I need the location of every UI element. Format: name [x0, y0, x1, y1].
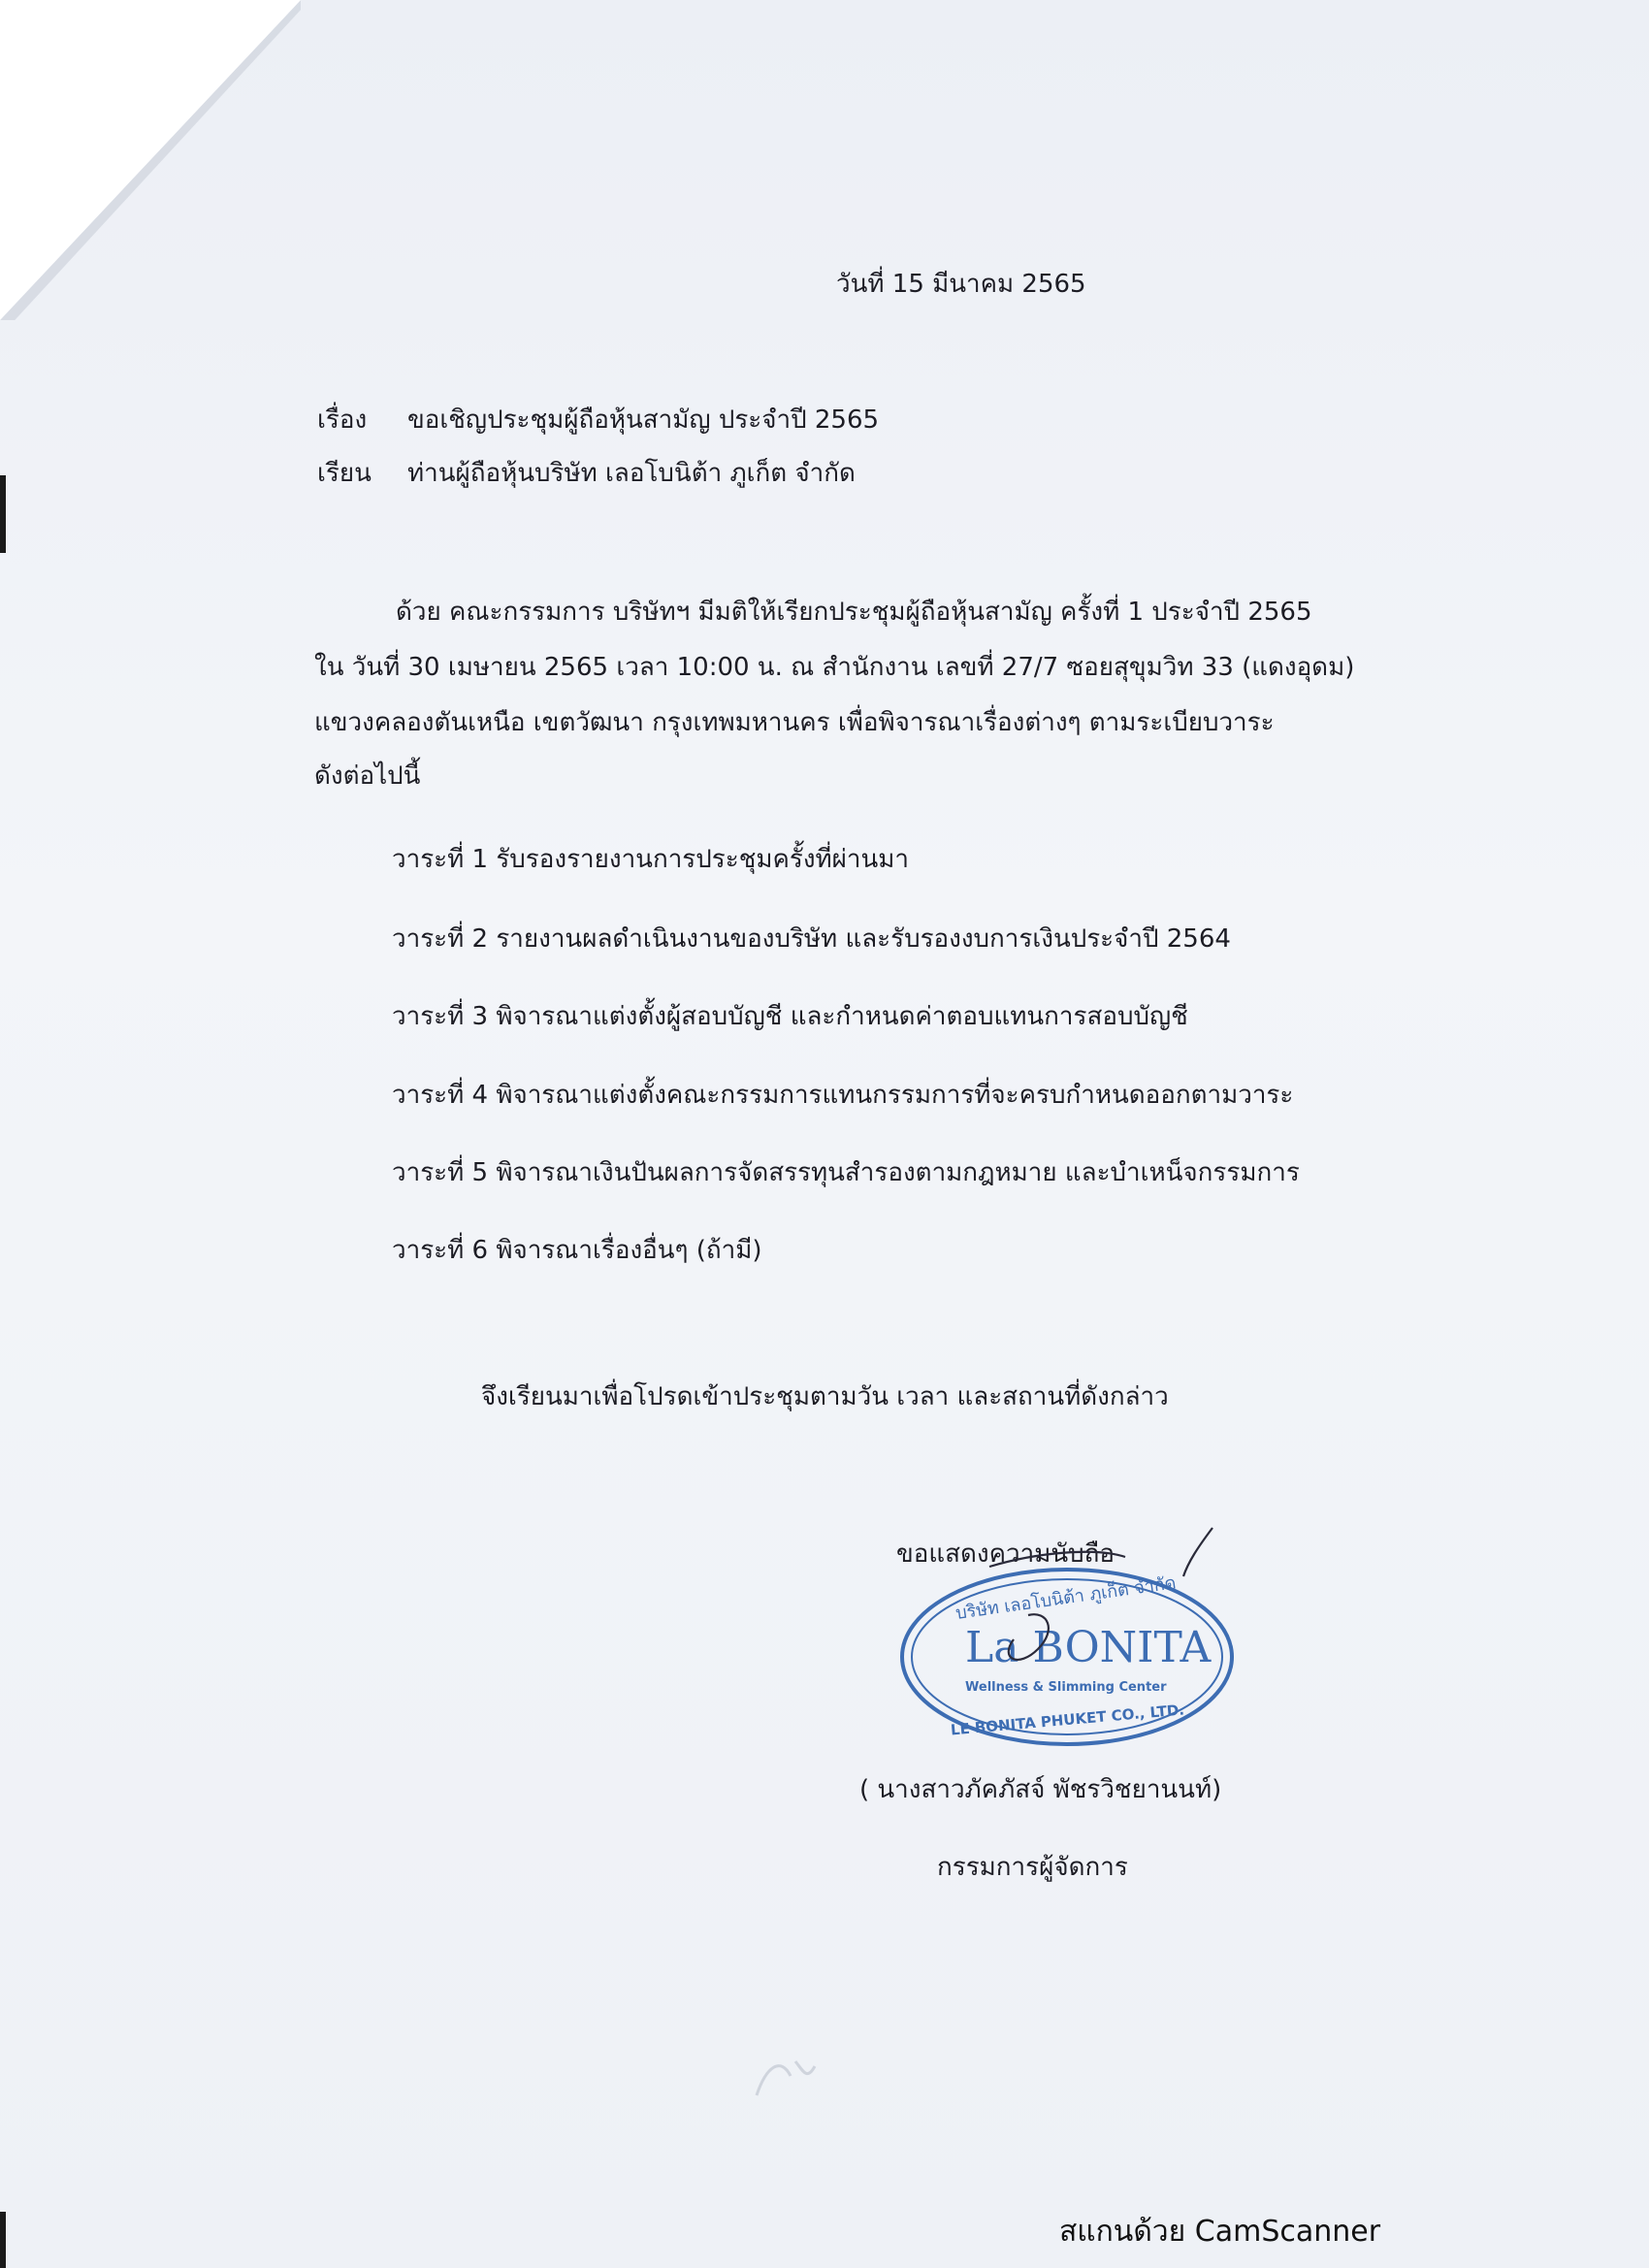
handwritten-signature: [980, 1523, 1242, 1678]
stamp-tagline: Wellness & Slimming Center: [965, 1680, 1167, 1695]
camscanner-watermark: สแกนด้วย CamScanner: [1059, 2215, 1381, 2249]
recipient-text: ท่านผู้ถือหุ้นบริษัท เลอโบนิต้า ภูเก็ต จำกัด: [407, 459, 856, 488]
folded-corner: [0, 0, 301, 320]
signer-name: ( นางสาวภัคภัสจ์ พัชรวิชยานนท์): [859, 1775, 1222, 1804]
signer-position: กรรมการผู้จัดการ: [937, 1853, 1128, 1882]
agenda-item: วาระที่ 5 พิจารณาเงินปันผลการจัดสรรทุนสำรองตามกฎหมาย และบำเหน็จกรรมการ: [392, 1158, 1300, 1187]
body-line: ด้วย คณะกรรมการ บริษัทฯ มีมติให้เรียกประชุมผู้ถือหุ้นสามัญ ครั้งที่ 1 ประจำปี 2565: [396, 598, 1312, 627]
agenda-item: วาระที่ 4 พิจารณาแต่งตั้งคณะกรรมการแทนกรรมการที่จะครบกำหนดออกตามวาระ: [392, 1081, 1294, 1110]
closing-line: จึงเรียนมาเพื่อโปรดเข้าประชุมตามวัน เวลา และสถานที่ดังกล่าว: [481, 1382, 1169, 1411]
stamp-bottom-text: LE BONITA PHUKET CO., LTD.: [950, 1701, 1185, 1739]
stamp-top-text: บริษัท เลอโบนิต้า ภูเก็ต จำกัด: [954, 1572, 1178, 1624]
scan-edge-mark: [0, 475, 6, 553]
agenda-item: วาระที่ 3 พิจารณาแต่งตั้งผู้สอบบัญชี และกำหนดค่าตอบแทนการสอบบัญชี: [392, 1002, 1188, 1031]
letter-date: วันที่ 15 มีนาคม 2565: [836, 270, 1086, 299]
agenda-item: วาระที่ 1 รับรองรายงานการประชุมครั้งที่ผ่านมา: [392, 845, 910, 874]
body-line: ดังต่อไปนี้: [314, 761, 421, 791]
recipient-label: เรียน: [317, 459, 372, 488]
subject-text: ขอเชิญประชุมผู้ถือหุ้นสามัญ ประจำปี 2565: [407, 405, 880, 435]
stamp-brand: La BONITA: [965, 1623, 1212, 1672]
body-line: แขวงคลองตันเหนือ เขตวัฒนา กรุงเทพมหานคร เพื่อพิจารณาเรื่องต่างๆ ตามระเบียบวาระ: [314, 708, 1275, 737]
agenda-item: วาระที่ 6 พิจารณาเรื่องอื่นๆ (ถ้ามี): [392, 1236, 762, 1265]
paper-smudge: [747, 2047, 824, 2105]
regards-line: ขอแสดงความนับถือ: [896, 1539, 1115, 1569]
scan-edge-mark: [0, 2212, 6, 2268]
agenda-item: วาระที่ 2 รายงานผลดำเนินงานของบริษัท และรับรองงบการเงินประจำปี 2564: [392, 924, 1231, 954]
body-line: ใน วันที่ 30 เมษายน 2565 เวลา 10:00 น. ณ สำนักงาน เลขที่ 27/7 ซอยสุขุมวิท 33 (แดงอุดม): [314, 653, 1355, 682]
subject-label: เรื่อง: [317, 405, 368, 435]
